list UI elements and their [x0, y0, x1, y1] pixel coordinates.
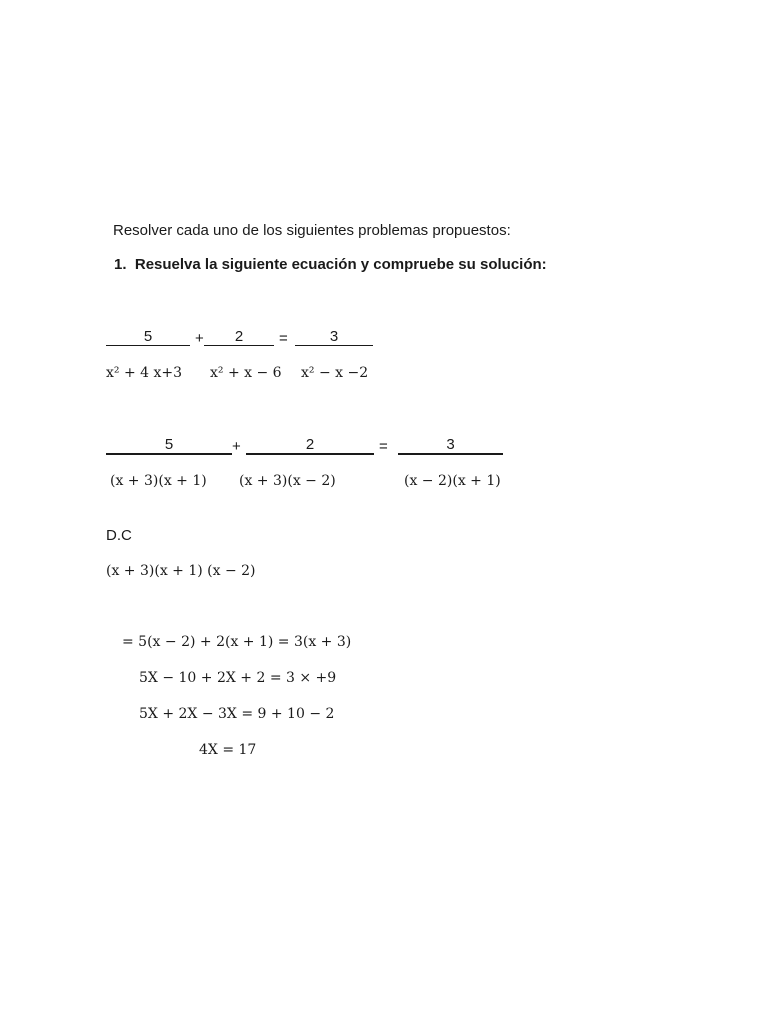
- eq1-denominator-3: x² − x −2: [301, 365, 369, 381]
- eq1-denominator-2: x² + x − 6: [210, 365, 282, 381]
- problem-number: 1.: [114, 256, 127, 273]
- problem-heading: [114, 256, 547, 273]
- eq1-equals-sign: =: [279, 330, 288, 347]
- eq2-denominator-1: (x + 3)(x + 1): [110, 473, 207, 489]
- instructions-text: Resolver cada uno de los siguientes problemas propuestos:: [113, 222, 511, 239]
- dc-label: D.C: [106, 527, 132, 544]
- eq2-numerator-2: 2: [246, 436, 374, 455]
- step-1: = 5(x − 2) + 2(x + 1) = 3(x + 3): [122, 634, 352, 650]
- eq1-numerator-2: 2: [204, 328, 274, 346]
- eq1-numerator-1: 5: [106, 328, 190, 346]
- eq2-denominator-2: (x + 3)(x − 2): [239, 473, 336, 489]
- eq2-numerator-3: 3: [398, 436, 503, 455]
- eq1-numerator-3: 3: [295, 328, 373, 346]
- dc-expression: (x + 3)(x + 1) (x − 2): [106, 563, 256, 579]
- eq2-numerator-1: 5: [106, 436, 232, 455]
- eq1-denominator-1: x² + 4 x+3: [106, 365, 183, 381]
- eq1-plus-sign: +: [195, 330, 204, 347]
- problem-title: Resuelva la siguiente ecuación y compruebe su solución:: [134, 256, 547, 273]
- eq2-plus-sign: +: [232, 438, 241, 455]
- eq2-denominator-3: (x − 2)(x + 1): [404, 473, 501, 489]
- eq2-equals-sign: =: [379, 438, 388, 455]
- step-3: 5X + 2X − 3X = 9 + 10 − 2: [139, 706, 335, 722]
- step-4: 4X = 17: [199, 742, 257, 758]
- step-2: 5X − 10 + 2X + 2 = 3 × +9: [139, 670, 337, 686]
